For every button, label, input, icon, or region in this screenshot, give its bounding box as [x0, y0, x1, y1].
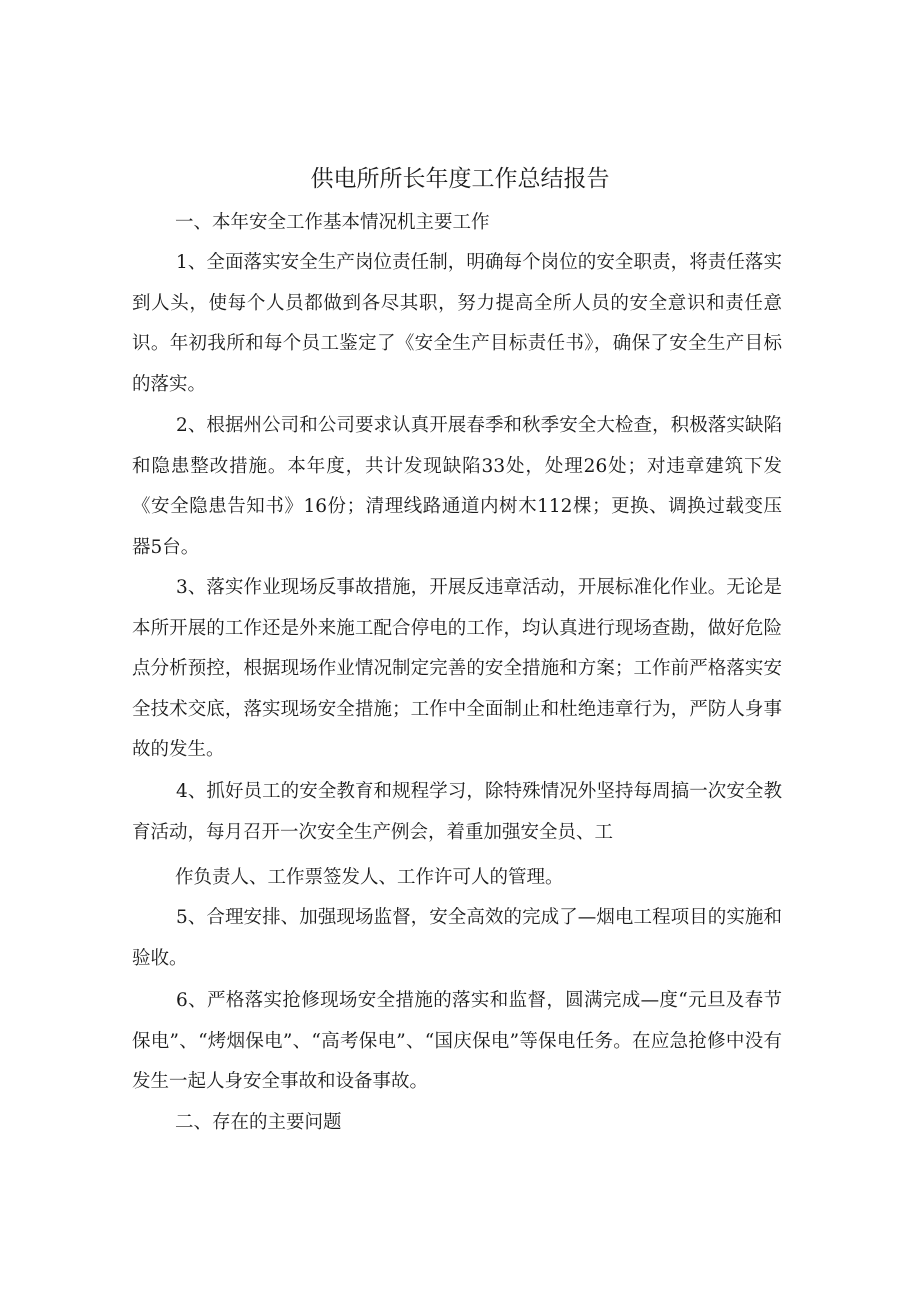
- paragraph-1: 1、全面落实安全生产岗位责任制，明确每个岗位的安全职责，将责任落实到人头，使每个人员都做到各尽其职，努力提高全所人员的安全意识和责任意识。年初我所和每个员工鉴定了《安全生产目标责任书》，确保了安全生产目标的落实。: [132, 252, 782, 395]
- paragraph-4: 4、抓好员工的安全教育和规程学习，除特殊情况外坚持每周搞一次安全教育活动，每月召开一次安全生产例会，着重加强安全员、工: [132, 781, 782, 843]
- section-heading-1: 一、本年安全工作基本情况机主要工作: [175, 212, 490, 233]
- paragraph-4-continuation: 作负责人、工作票签发人、工作许可人的管理。: [175, 867, 564, 888]
- paragraph-2: 2、根据州公司和公司要求认真开展春季和秋季安全大检查，积极落实缺陷和隐患整改措施。本年度，共计发现缺陷33处，处理26处；对违章建筑下发《安全隐患告知书》16份；清理线路通道内树木112棵；更换、调换过载变压器5台。: [132, 415, 782, 558]
- section-heading-2: 二、存在的主要问题: [175, 1112, 342, 1133]
- paragraph-5: 5、合理安排、加强现场监督，安全高效的完成了—烟电工程项目的实施和验收。: [132, 907, 782, 969]
- paragraph-3: 3、落实作业现场反事故措施，开展反违章活动，开展标准化作业。无论是本所开展的工作还是外来施工配合停电的工作，均认真进行现场查勘，做好危险点分析预控，根据现场作业情况制定完善的安全措施和方案；工作前严格落实安全技术交底，落实现场安全措施；工作中全面制止和杜绝违章行为，严防人身事故的发生。: [132, 577, 782, 760]
- paragraph-6: 6、严格落实抢修现场安全措施的落实和监督，圆满完成—度“元旦及春节保电”、“烤烟保电”、“高考保电”、“国庆保电”等保电任务。在应急抢修中没有发生一起人身安全事故和设备事故。: [132, 990, 782, 1092]
- document-title: 供电所所长年度工作总结报告: [310, 166, 610, 192]
